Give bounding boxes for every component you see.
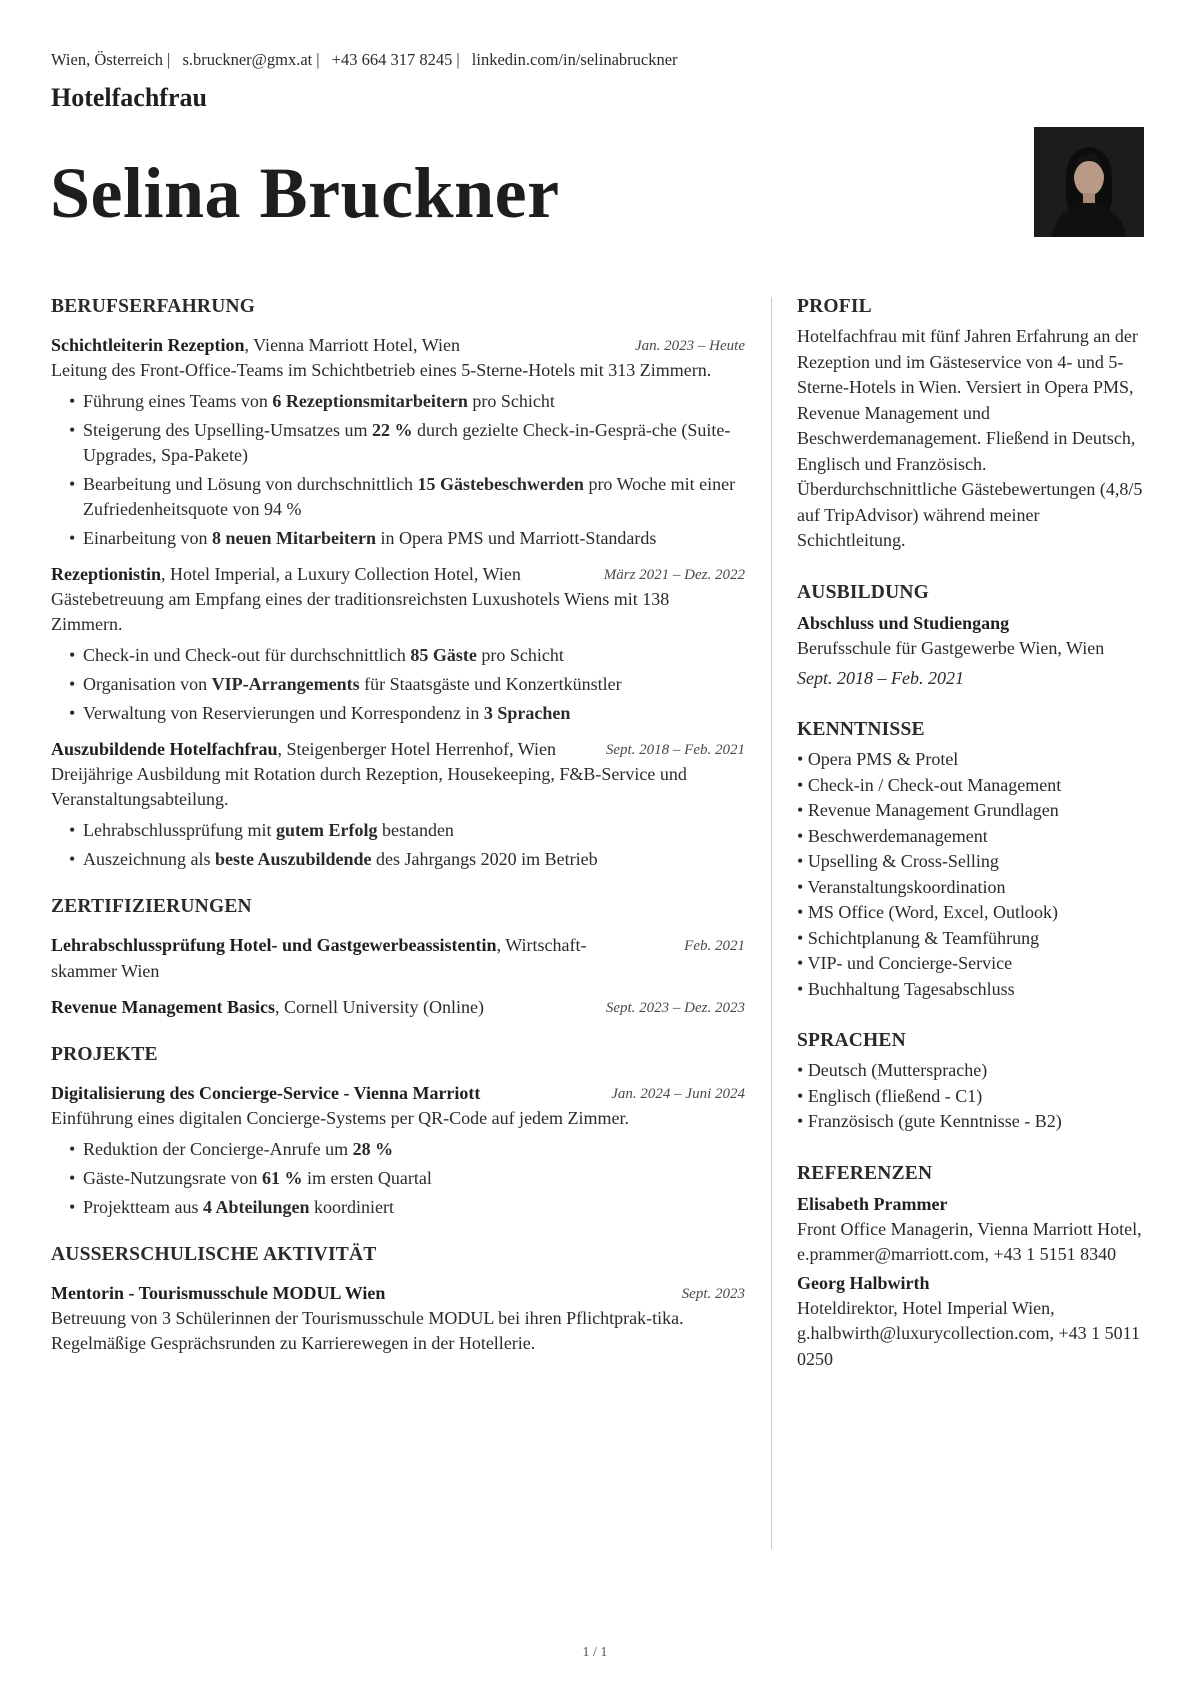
bullet-item: • Gäste-Nutzungsrate von 61 % im ersten Quartal: [69, 1166, 745, 1191]
entry-title: Rezeptionistin: [51, 564, 161, 584]
entry-date: März 2021 – Dez. 2022: [603, 567, 745, 583]
reference-entry: [797, 1270, 1149, 1373]
skill-item: • Schichtplanung & Teamführung: [797, 926, 1149, 952]
right-column: [797, 296, 1149, 1400]
entry-title: Auszubildende Hotelfachfrau: [51, 739, 278, 759]
skill-item: • Beschwerdemanagement: [797, 824, 1149, 850]
bullet-item: • Verwaltung von Reservierungen und Korrespondenz in 3 Sprachen: [69, 701, 745, 726]
education-date: Sept. 2018 – Feb. 2021: [797, 668, 964, 688]
contact-location: Wien, Österreich: [51, 50, 164, 69]
reference-detail: Front Office Managerin, Vienna Marriott Hotel, e.prammer@marriott.com, +43 1 5151 8340: [797, 1218, 1142, 1264]
activity-entry: [51, 1280, 745, 1356]
bullet-item: • Auszeichnung als beste Auszubildende des Jahrgangs 2020 im Betrieb: [69, 847, 745, 872]
education-section: [797, 582, 1149, 692]
portrait-image: [1034, 127, 1144, 237]
contact-phone[interactable]: +43 664 317 8245: [331, 50, 453, 69]
skill-item: • Check-in / Check-out Management: [797, 773, 1149, 799]
project-entry: [51, 1080, 745, 1220]
entry-description: Betreuung von 3 Schülerinnen der Tourismusschule MODUL bei ihren Pflichtprak-tika. Regelmäßige Gesprächsrunden zu Karrierewegen in der Hotellerie.: [51, 1308, 684, 1353]
certification-entry: [51, 932, 745, 984]
skill-item: • Revenue Management Grundlagen: [797, 798, 1149, 824]
bullet-item: • Lehrabschlussprüfung mit gutem Erfolg bestanden: [69, 818, 745, 843]
profile-text: Hotelfachfrau mit fünf Jahren Erfahrung an der Rezeption und im Gästeservice von 4- und 5-Sterne-Hotels in Wien. Versiert in Opera PMS, Revenue Management und Beschwerdemanagement. Fließend in Deutsch, Englisch und Französisch. Überdurchschnittliche Gästebewertungen (4,8/5 auf TripAdvisor) während meiner Schichtleitung.: [797, 326, 1143, 550]
section-heading-education: AUSBILDUNG: [797, 581, 930, 603]
language-item: • Französisch (gute Kenntnisse - B2): [797, 1109, 1149, 1135]
reference-name: Elisabeth Prammer: [797, 1193, 948, 1214]
bullet-item: • Organisation von VIP-Arrangements für Staatsgäste und Konzertkünstler: [69, 672, 745, 697]
bullet-item: • Check-in und Check-out für durchschnittlich 85 Gäste pro Schicht: [69, 643, 745, 668]
entry-title: Lehrabschlussprüfung Hotel- und Gastgewerbeassistentin: [51, 935, 497, 955]
education-degree: Abschluss und Studiengang: [797, 612, 1010, 633]
certification-entry: [51, 994, 745, 1020]
references-section: [797, 1163, 1149, 1373]
skills-section: [797, 719, 1149, 1002]
skill-item: • VIP- und Concierge-Service: [797, 951, 1149, 977]
bullet-item: • Führung eines Teams von 6 Rezeptionsmitarbeitern pro Schicht: [69, 389, 745, 414]
entry-date: Feb. 2021: [684, 938, 745, 954]
left-column: [51, 296, 745, 1366]
bullet-item: • Einarbeitung von 8 neuen Mitarbeitern in Opera PMS und Marriott-Standards: [69, 526, 745, 551]
language-item: • Deutsch (Muttersprache): [797, 1058, 1149, 1084]
entry-org: , Wirtschaft-skammer Wien: [51, 935, 587, 981]
entry-title: Digitalisierung des Concierge-Service - Vienna Marriott: [51, 1083, 481, 1103]
reference-detail: Hoteldirektor, Hotel Imperial Wien, g.halbwirth@luxurycollection.com, +43 1 5011 0250: [797, 1297, 1141, 1369]
section-heading-experience: BERUFSERFAHRUNG: [51, 296, 256, 317]
reference-entry: [797, 1191, 1149, 1268]
skill-item: • Upselling & Cross-Selling: [797, 849, 1149, 875]
contact-linkedin[interactable]: linkedin.com/in/selinabruckner: [471, 50, 678, 69]
entry-org: , Steigenberger Hotel Herrenhof, Wien: [277, 739, 557, 759]
section-heading-activities: AUSSERSCHULISCHE AKTIVITÄT: [51, 1244, 377, 1265]
languages-section: [797, 1030, 1149, 1135]
entry-description: Dreijährige Ausbildung mit Rotation durch Rezeption, Housekeeping, F&B-Service und Veranstaltungsabteilung.: [51, 764, 687, 809]
experience-entry: [51, 561, 745, 726]
page-number: 1 / 1: [582, 1645, 608, 1660]
experience-entry: [51, 332, 745, 551]
section-heading-profile: PROFIL: [797, 296, 872, 317]
section-heading-certifications: ZERTIFIZIERUNGEN: [51, 896, 252, 917]
entry-description: Leitung des Front-Office-Teams im Schichtbetrieb eines 5-Sterne-Hotels mit 313 Zimmern.: [51, 360, 712, 380]
section-heading-languages: SPRACHEN: [797, 1030, 906, 1051]
contact-line: Wien, Österreich | s.bruckner@gmx.at | +43 664 317 8245 | linkedin.com/in/selinabruckner: [51, 50, 678, 69]
experience-entry: [51, 736, 745, 872]
entry-org: , Hotel Imperial, a Luxury Collection Hotel, Wien: [161, 564, 521, 584]
reference-name: Georg Halbwirth: [797, 1272, 930, 1293]
entry-date: Sept. 2023 – Dez. 2023: [605, 1000, 745, 1016]
entry-org: , Cornell University (Online): [274, 997, 484, 1017]
section-heading-skills: KENNTNISSE: [797, 719, 925, 740]
entry-date: Jan. 2024 – Juni 2024: [611, 1086, 745, 1102]
profile-section: [797, 296, 1149, 554]
job-title: Hotelfachfrau: [51, 83, 207, 112]
profile-photo: [1034, 127, 1144, 237]
candidate-name: Selina Bruckner: [50, 153, 560, 233]
entry-date: Sept. 2023: [681, 1286, 745, 1302]
entry-date: Jan. 2023 – Heute: [635, 338, 745, 354]
entry-title: Schichtleiterin Rezeption: [51, 335, 245, 355]
skill-item: • Opera PMS & Protel: [797, 747, 1149, 773]
contact-email[interactable]: s.bruckner@gmx.at: [182, 50, 313, 69]
section-heading-projects: PROJEKTE: [51, 1044, 158, 1065]
entry-description: Einführung eines digitalen Concierge-Systems per QR-Code auf jedem Zimmer.: [51, 1108, 630, 1128]
skill-item: • Veranstaltungskoordination: [797, 875, 1149, 901]
skill-item: • Buchhaltung Tagesabschluss: [797, 977, 1149, 1003]
entry-title: Revenue Management Basics: [51, 997, 275, 1017]
entry-org: , Vienna Marriott Hotel, Wien: [244, 335, 460, 355]
column-divider: [771, 297, 772, 1549]
entry-title: Mentorin - Tourismusschule MODUL Wien: [51, 1283, 386, 1303]
entry-description: Gästebetreuung am Empfang eines der traditionsreichsten Luxushotels Wiens mit 138 Zimmern.: [51, 589, 670, 634]
bullet-item: • Reduktion der Concierge-Anrufe um 28 %: [69, 1137, 745, 1162]
education-school: Berufsschule für Gastgewerbe Wien, Wien: [797, 637, 1105, 658]
bullet-item: • Bearbeitung und Lösung von durchschnittlich 15 Gästebeschwerden pro Woche mit einer Zufriedenheitsquote von 94 %: [69, 472, 745, 522]
bullet-item: • Projektteam aus 4 Abteilungen koordiniert: [69, 1195, 745, 1220]
bullet-item: • Steigerung des Upselling-Umsatzes um 22 % durch gezielte Check-in-Gesprä-che (Suite-Upgrades, Spa-Pakete): [69, 418, 745, 468]
entry-date: Sept. 2018 – Feb. 2021: [605, 742, 745, 758]
skill-item: • MS Office (Word, Excel, Outlook): [797, 900, 1149, 926]
language-item: • Englisch (fließend - C1): [797, 1084, 1149, 1110]
section-heading-references: REFERENZEN: [797, 1162, 933, 1184]
